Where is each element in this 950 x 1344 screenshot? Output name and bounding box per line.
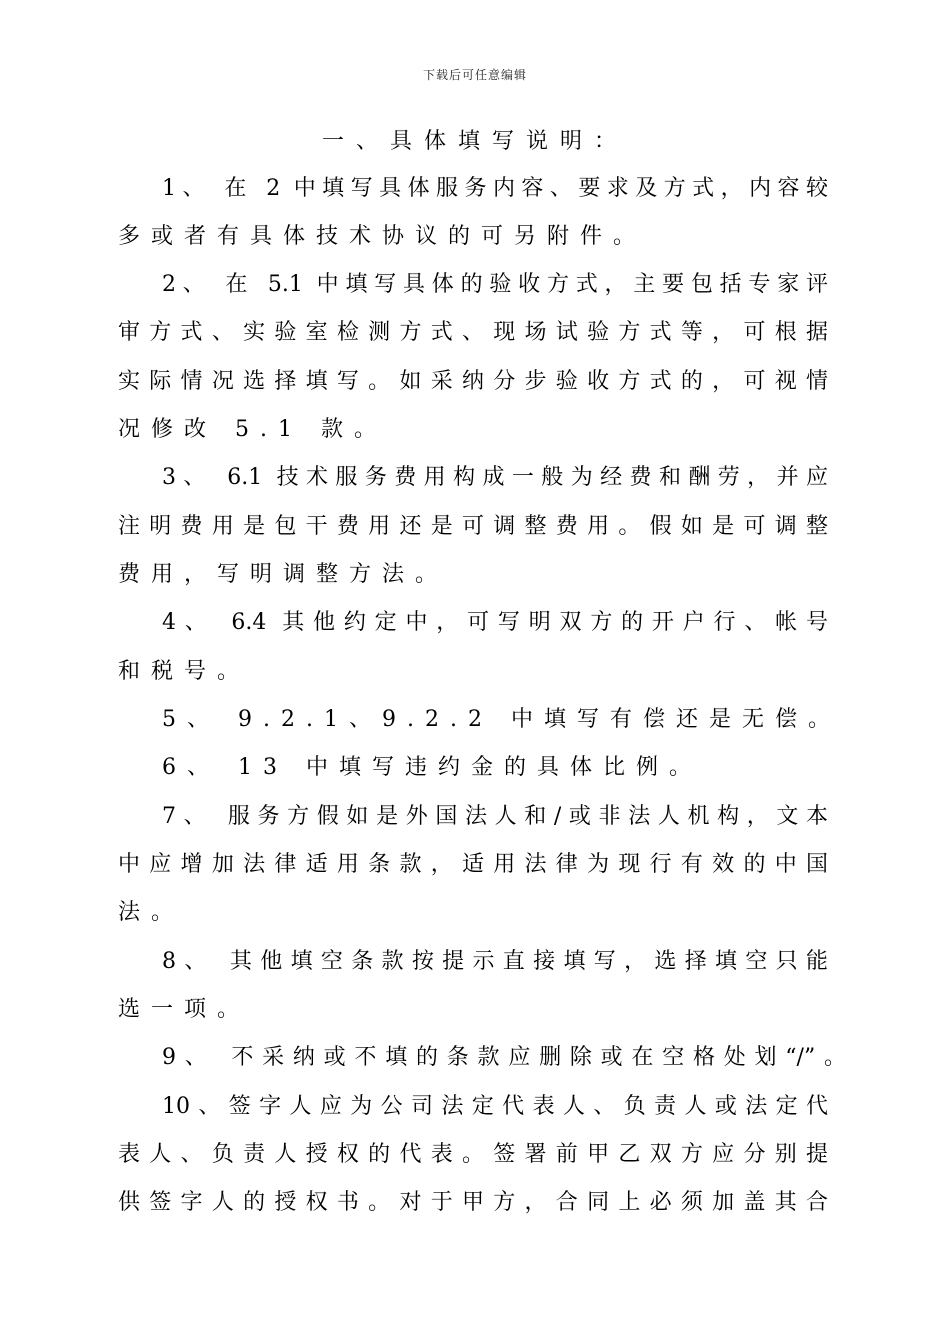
text-line: 实际情况选择填写。如采纳分步验收方式的，可视情 [118,369,828,394]
text-line: 多或者有具体技术协议的可另附件。 [118,224,647,249]
text-line: 9、 不采纳或不填的条款应删除或在空格处划“/”。 [162,1045,846,1070]
text-line: 供签字人的授权书。对于甲方，合同上必须加盖其合 [118,1190,828,1215]
text-line: 费用，写明调整方法。 [118,562,449,587]
header-note: 下载后可任意编辑 [422,68,527,82]
text-line: 8、 其他填空条款按提示直接填写，选择填空只能 [162,949,828,974]
text-line: 表人、负责人授权的代表。签署前甲乙双方应分别提 [118,1142,828,1167]
text-line: 7、 服务方假如是外国法人和/或非法人机构，文本 [162,804,828,829]
text-line: 注明费用是包干费用还是可调整费用。假如是可调整 [118,514,828,539]
text-line: 况修改 5.1 款。 [118,417,387,442]
text-line: 3、 6.1 技术服务费用构成一般为经费和酬劳，并应 [162,465,828,490]
text-line: 6、 13 中填写违约金的具体比例。 [162,755,702,780]
section-title: 一、具体填写说明： [321,129,628,154]
text-line: 审方式、实验室检测方式、现场试验方式等，可根据 [118,320,828,345]
text-line: 10、签字人应为公司法定代表人、负责人或法定代 [162,1094,828,1119]
text-line: 1、 在 2 中填写具体服务内容、要求及方式，内容较 [162,176,828,201]
text-line: 选一项。 [118,997,251,1022]
text-line: 5、 9.2.1、9.2.2 中填写有偿还是无偿。 [162,707,841,732]
text-line: 中应增加法律适用条款，适用法律为现行有效的中国 [118,852,828,877]
text-line: 2、 在 5.1 中填写具体的验收方式，主要包括专家评 [162,272,828,297]
text-line: 和税号。 [118,659,251,684]
text-line: 4、 6.4 其他约定中，可写明双方的开户行、帐号 [162,610,828,635]
text-line: 法。 [118,900,185,925]
